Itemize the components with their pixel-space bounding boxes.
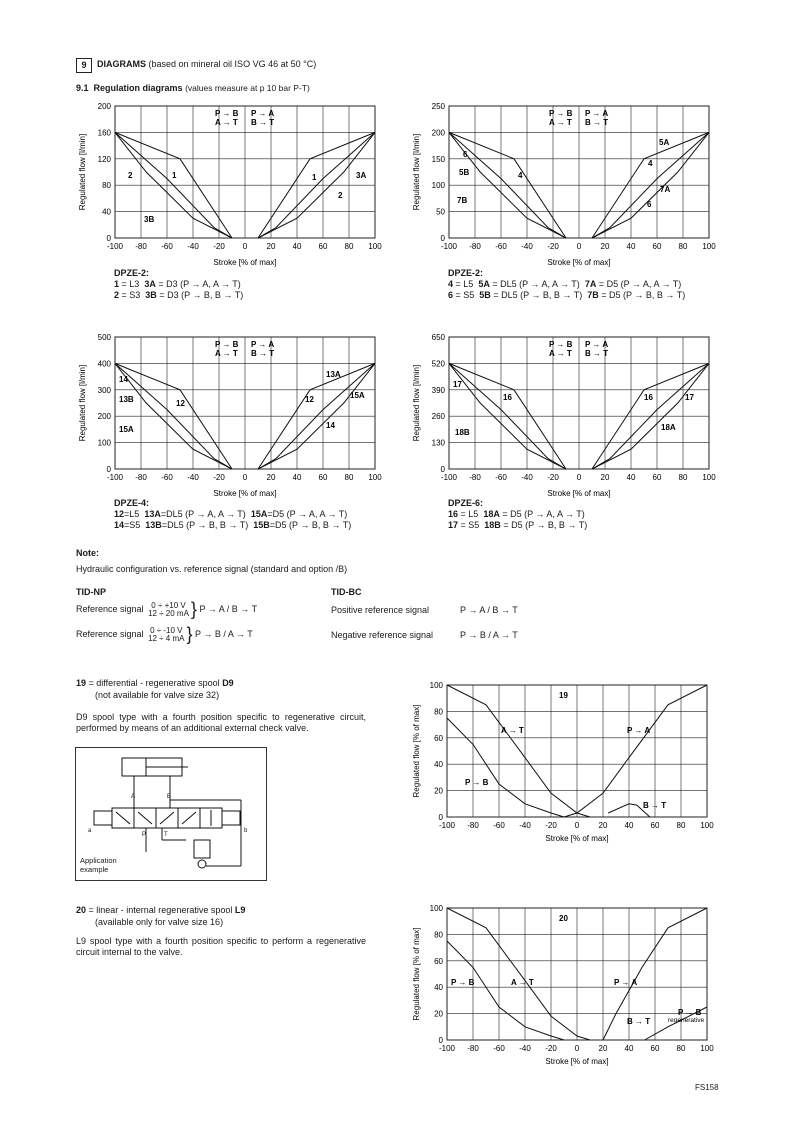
legend-cell: 1 <box>114 279 120 289</box>
spool-19-description: D9 spool type with a fourth position specific to regenerative circuit, performed by means of an additional external check valve. <box>76 712 366 733</box>
x-tick-label: 0 <box>242 242 248 251</box>
x-tick-label: 40 <box>292 242 302 251</box>
x-tick-label: 60 <box>650 1044 660 1053</box>
y-tick-label: 80 <box>434 707 443 717</box>
port-label-p: P <box>142 832 147 838</box>
flow-bt-label: B → T <box>251 118 275 127</box>
flow-bt-label: B → T <box>251 349 275 358</box>
spool-19-availability: (not available for valve size 32) <box>95 690 220 700</box>
legend-cell: = DL5 (P → A, A → T) <box>489 279 580 289</box>
curve-label: 13A <box>326 370 341 379</box>
x-tick-label: 0 <box>576 473 582 482</box>
curve-label: 12 <box>305 395 314 404</box>
spool-20-availability: (available only for valve size 16) <box>95 917 224 927</box>
curve-label-bt: B → T <box>627 1017 651 1026</box>
x-tick-label: -80 <box>467 1044 479 1053</box>
y-tick-label: 500 <box>97 333 111 342</box>
spool-20-code: L9 <box>234 905 246 915</box>
curve-label: 16 <box>644 393 653 402</box>
x-tick-label: 60 <box>318 473 328 482</box>
x-axis-label: Stroke [% of max] <box>545 834 609 843</box>
legend-cell: 13A <box>144 509 161 519</box>
curve-label-pa: P → A <box>627 726 651 735</box>
legend-cell: 13B <box>145 520 162 530</box>
regenerative-label: regenerative <box>668 1017 705 1024</box>
legend-model: DPZE-4: <box>114 498 150 508</box>
x-tick-label: 100 <box>368 473 382 482</box>
range-1-voltage: 0 ÷ +10 V <box>151 600 186 610</box>
legend-cell: = S5 <box>453 290 475 300</box>
spool-19-number: 19 <box>76 678 87 688</box>
y-axis-label: Regulated flow [l/min] <box>412 364 421 442</box>
legend-cell: = L3 <box>119 279 140 289</box>
curve-label: 15A <box>119 425 134 434</box>
x-tick-label: -40 <box>521 473 533 482</box>
curve-label: 7B <box>457 196 468 205</box>
range-2-current: 12 ÷ 4 mA <box>148 633 185 643</box>
flow-at-label: A → T <box>215 349 238 358</box>
legend-model: DPZE-6: <box>448 498 484 508</box>
x-tick-label: 40 <box>626 242 636 251</box>
positive-ref-result: P → A / B → T <box>460 605 518 615</box>
x-tick-label: -60 <box>493 821 505 830</box>
x-tick-label: -20 <box>545 1044 557 1053</box>
legend-cell: =L5 <box>124 509 140 519</box>
x-tick-label: 80 <box>676 1044 686 1053</box>
x-tick-label: 40 <box>626 473 636 482</box>
curve-label: 18B <box>455 428 470 437</box>
y-tick-label: 130 <box>431 438 445 448</box>
port-label-t: T <box>164 832 168 838</box>
tid-np-label: TID-NP <box>76 587 106 597</box>
x-tick-label: -40 <box>519 1044 531 1053</box>
spool-20-desc: = linear - internal regenerative spool <box>86 905 235 915</box>
x-tick-label: -40 <box>521 242 533 251</box>
curve-label: 4 <box>518 171 523 180</box>
x-axis-label: Stroke [% of max] <box>547 489 611 498</box>
x-tick-label: -20 <box>213 242 225 251</box>
curve-label: 13B <box>119 395 134 404</box>
x-tick-label: -20 <box>545 821 557 830</box>
x-tick-label: -40 <box>187 242 199 251</box>
curve-label: 17 <box>453 380 462 389</box>
x-tick-label: 20 <box>600 473 610 482</box>
y-tick-label: 200 <box>431 128 445 138</box>
y-tick-label: 40 <box>102 207 111 217</box>
y-tick-label: 390 <box>431 385 445 395</box>
y-tick-label: 0 <box>106 234 111 243</box>
ref-signal-result-2: P → B / A → T <box>195 628 253 639</box>
x-tick-label: 60 <box>652 473 662 482</box>
flow-at-label: A → T <box>549 349 572 358</box>
brace-icon: } <box>190 599 197 619</box>
x-tick-label: -100 <box>106 473 124 482</box>
x-tick-label: -100 <box>438 821 456 830</box>
y-tick-label: 80 <box>434 930 443 940</box>
spool-19-code: D9 <box>222 678 234 688</box>
legend-cell: =S5 <box>124 520 141 530</box>
legend-cell: = S5 <box>458 520 480 530</box>
x-tick-label: 100 <box>368 242 382 251</box>
y-tick-label: 60 <box>434 733 443 743</box>
legend-cell: = L5 <box>458 509 479 519</box>
y-tick-label: 0 <box>440 234 445 243</box>
x-tick-label: -100 <box>106 242 124 251</box>
x-tick-label: -60 <box>161 473 173 482</box>
x-tick-label: -60 <box>495 473 507 482</box>
chart-tag: 19 <box>559 691 568 700</box>
footer-code: FS158 <box>695 1083 719 1092</box>
y-tick-label: 0 <box>440 465 445 474</box>
x-tick-label: 20 <box>598 821 608 830</box>
curve-label-pa: P → A <box>614 978 638 987</box>
legend-cell: = D5 (P → B, B → T) <box>500 520 588 530</box>
x-tick-label: 60 <box>318 242 328 251</box>
x-axis-label: Stroke [% of max] <box>545 1057 609 1066</box>
curve-label: 6 <box>463 150 468 159</box>
flow-pb-label: P → B <box>215 340 239 349</box>
flow-pa-label: P → A <box>251 109 275 118</box>
x-tick-label: 20 <box>600 242 610 251</box>
legend-cell: 18A <box>483 509 500 519</box>
flow-bt-label: B → T <box>585 118 609 127</box>
legend-cell: 16 <box>448 509 459 519</box>
note-text: Hydraulic configuration vs. reference signal (standard and option /B) <box>76 564 348 574</box>
curve-label-at: A → T <box>501 726 524 735</box>
legend-cell: 15A <box>250 509 268 519</box>
x-tick-label: -100 <box>440 473 458 482</box>
legend-cell: 5A <box>478 279 490 289</box>
legend-cell: = D5 (P → B, B → T) <box>598 290 686 300</box>
flow-pa-label: P → A <box>251 340 275 349</box>
legend-cell: =D5 (P → B, B → T) <box>269 520 352 530</box>
y-tick-label: 260 <box>431 412 445 422</box>
x-tick-label: -60 <box>161 242 173 251</box>
port-label-a: A <box>131 794 136 800</box>
negative-ref-label: Negative reference signal <box>331 630 434 640</box>
x-tick-label: 20 <box>266 242 276 251</box>
x-tick-label: -80 <box>469 242 481 251</box>
legend-cell: 7A <box>584 279 597 289</box>
positive-ref-label: Positive reference signal <box>331 605 430 615</box>
curve-label: 1 <box>172 171 177 180</box>
flow-pb-label: P → B <box>549 340 573 349</box>
x-tick-label: 0 <box>574 821 580 830</box>
x-tick-label: -80 <box>135 242 147 251</box>
x-axis-label: Stroke [% of max] <box>213 258 277 267</box>
legend-cell: 17 <box>448 520 459 530</box>
x-tick-label: 20 <box>266 473 276 482</box>
y-tick-label: 520 <box>431 359 445 369</box>
y-tick-label: 40 <box>434 983 443 993</box>
x-tick-label: -60 <box>493 1044 505 1053</box>
y-tick-label: 50 <box>436 207 445 217</box>
x-tick-label: -80 <box>469 473 481 482</box>
y-tick-label: 100 <box>429 681 443 690</box>
curve-label: 2 <box>338 191 343 200</box>
subsection-title: Regulation diagrams <box>93 83 183 93</box>
solenoid-label-a: a <box>88 828 92 834</box>
brace-icon: } <box>186 624 193 644</box>
y-tick-label: 20 <box>434 1009 443 1019</box>
y-tick-label: 160 <box>97 128 111 138</box>
section-subtitle: (based on mineral oil ISO VG 46 at 50 °C) <box>148 59 317 69</box>
curve-label: 18A <box>661 423 676 432</box>
curve-label: 1 <box>312 173 317 182</box>
y-tick-label: 100 <box>431 181 445 191</box>
curve-label-pb: P → B <box>465 778 489 787</box>
y-tick-label: 80 <box>102 181 111 191</box>
solenoid-label-b: b <box>244 828 248 834</box>
curve-label: 7A <box>660 185 671 194</box>
curve-label: 2 <box>128 171 133 180</box>
legend-cell: = D3 (P → A, A → T) <box>155 279 241 289</box>
x-tick-label: 40 <box>624 821 634 830</box>
legend-cell: 7B <box>587 290 599 300</box>
x-tick-label: 40 <box>292 473 302 482</box>
range-2-voltage: 0 ÷ -10 V <box>150 625 183 635</box>
flow-bt-label: B → T <box>585 349 609 358</box>
x-tick-label: 80 <box>344 242 354 251</box>
x-tick-label: 40 <box>624 1044 634 1053</box>
legend-cell: =DL5 (P → B, B → T) <box>161 520 249 530</box>
ref-signal-label: Reference signal <box>76 603 144 614</box>
x-tick-label: -20 <box>213 473 225 482</box>
curve-label-at: A → T <box>511 978 534 987</box>
ref-signal-label: Reference signal <box>76 628 144 639</box>
curve-label: 6 <box>647 200 652 209</box>
x-tick-label: -40 <box>187 473 199 482</box>
x-tick-label: 80 <box>344 473 354 482</box>
curve-label: 16 <box>503 393 512 402</box>
x-axis-label: Stroke [% of max] <box>547 258 611 267</box>
y-tick-label: 0 <box>106 465 111 474</box>
application-example-label: Application example <box>80 856 117 874</box>
x-tick-label: 0 <box>576 242 582 251</box>
y-tick-label: 650 <box>431 333 445 342</box>
spool-20-number: 20 <box>76 905 87 915</box>
x-tick-label: 100 <box>700 1044 714 1053</box>
legend-model: DPZE-2: <box>448 268 484 278</box>
x-tick-label: 60 <box>652 242 662 251</box>
curve-label: 5A <box>659 138 670 147</box>
curve-label: 3B <box>144 215 155 224</box>
note-title: Note: <box>76 548 99 558</box>
curve-label: 3A <box>356 171 367 180</box>
x-tick-label: -80 <box>135 473 147 482</box>
x-tick-label: -40 <box>519 821 531 830</box>
range-1-current: 12 ÷ 20 mA <box>148 608 189 618</box>
y-tick-label: 200 <box>97 102 111 111</box>
x-tick-label: 100 <box>700 821 714 830</box>
legend-cell: 6 <box>448 290 454 300</box>
curve-label: 14 <box>119 375 128 384</box>
legend-cell: 12 <box>114 509 125 519</box>
ref-signal-result-1: P → A / B → T <box>199 603 258 614</box>
legend-cell: 18B <box>484 520 501 530</box>
y-tick-label: 100 <box>97 438 111 448</box>
y-tick-label: 250 <box>431 102 445 111</box>
x-tick-label: -80 <box>467 821 479 830</box>
x-axis-label: Stroke [% of max] <box>213 489 277 498</box>
legend-cell: 4 <box>448 279 454 289</box>
x-tick-label: -100 <box>438 1044 456 1053</box>
y-tick-label: 400 <box>97 359 111 369</box>
section-title: DIAGRAMS <box>97 59 146 69</box>
spool-20-description: L9 spool type with a fourth position specific to perform a regenerative circuit internal to the valve. <box>76 936 366 957</box>
legend-cell: 3B <box>145 290 157 300</box>
section-number: 9 <box>76 58 92 73</box>
negative-ref-result: P → B / A → T <box>460 630 518 640</box>
x-tick-label: -20 <box>547 242 559 251</box>
legend-cell: 3A <box>144 279 156 289</box>
y-tick-label: 20 <box>434 786 443 796</box>
legend-cell: = L5 <box>453 279 474 289</box>
x-tick-label: 100 <box>702 473 716 482</box>
curve-label: 14 <box>326 421 335 430</box>
y-tick-label: 0 <box>438 813 443 822</box>
curve-label: 15A <box>350 391 365 400</box>
curve-label: 4 <box>648 159 653 168</box>
x-tick-label: 80 <box>678 473 688 482</box>
subsection-note: (values measure at p 10 bar P-T) <box>185 83 310 93</box>
legend-cell: = S3 <box>119 290 141 300</box>
curve-label: 12 <box>176 399 185 408</box>
flow-pb-label: P → B <box>549 109 573 118</box>
y-axis-label: Regulated flow [l/min] <box>78 133 87 211</box>
x-tick-label: 0 <box>574 1044 580 1053</box>
x-tick-label: 0 <box>242 473 248 482</box>
flow-curve <box>447 908 590 1040</box>
curve-label: 5B <box>459 168 470 177</box>
x-tick-label: -100 <box>440 242 458 251</box>
flow-at-label: A → T <box>215 118 238 127</box>
y-tick-label: 150 <box>431 154 445 164</box>
x-tick-label: -60 <box>495 242 507 251</box>
port-label-b: B <box>167 794 172 800</box>
legend-cell: 2 <box>114 290 120 300</box>
y-axis-label: Regulated flow [% of max] <box>412 927 421 1021</box>
flow-pa-label: P → A <box>585 109 609 118</box>
legend-cell: = D5 (P → A, A → T) <box>499 509 585 519</box>
x-tick-label: 100 <box>702 242 716 251</box>
spool-19-desc: = differential - regenerative spool <box>86 678 223 688</box>
legend-cell: =DL5 (P → A, A → T) <box>160 509 246 519</box>
flow-at-label: A → T <box>549 118 572 127</box>
legend-cell: = D5 (P → A, A → T) <box>596 279 682 289</box>
tid-bc-label: TID-BC <box>331 587 362 597</box>
y-tick-label: 120 <box>97 154 111 164</box>
flow-pb-label: P → B <box>215 109 239 118</box>
x-tick-label: 80 <box>676 821 686 830</box>
curve-label-pb: P → B <box>451 978 475 987</box>
chart-tag: 20 <box>559 914 568 923</box>
y-axis-label: Regulated flow [l/min] <box>412 133 421 211</box>
y-axis-label: Regulated flow [% of max] <box>412 704 421 798</box>
curve-label-pb-regen: P → B <box>678 1008 702 1017</box>
y-tick-label: 200 <box>97 412 111 422</box>
y-tick-label: 60 <box>434 956 443 966</box>
flow-pa-label: P → A <box>585 340 609 349</box>
y-axis-label: Regulated flow [l/min] <box>78 364 87 442</box>
legend-cell: 5B <box>479 290 491 300</box>
legend-cell: 15B <box>253 520 270 530</box>
x-tick-label: 20 <box>598 1044 608 1053</box>
legend-cell: = D3 (P → B, B → T) <box>156 290 244 300</box>
x-tick-label: 60 <box>650 821 660 830</box>
curve-label-bt: B → T <box>643 801 667 810</box>
legend-cell: = DL5 (P → B, B → T) <box>490 290 583 300</box>
x-tick-label: -20 <box>547 473 559 482</box>
subsection-number: 9.1 <box>76 83 89 93</box>
curve-label: 17 <box>685 393 694 402</box>
y-tick-label: 300 <box>97 385 111 395</box>
flow-curve <box>447 941 564 1040</box>
legend-cell: 14 <box>114 520 125 530</box>
y-tick-label: 0 <box>438 1036 443 1045</box>
legend-model: DPZE-2: <box>114 268 150 278</box>
x-tick-label: 80 <box>678 242 688 251</box>
y-tick-label: 100 <box>429 904 443 913</box>
y-tick-label: 40 <box>434 760 443 770</box>
legend-cell: =D5 (P → A, A → T) <box>267 509 348 519</box>
